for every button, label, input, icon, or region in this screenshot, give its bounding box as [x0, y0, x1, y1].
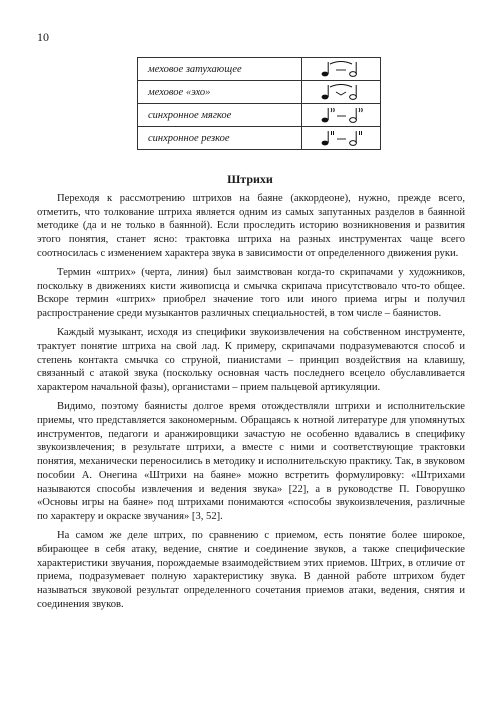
page-number: 10: [37, 30, 49, 44]
diminuendo-tie-icon: [311, 60, 371, 78]
stroke-name: синхронное мягкое: [138, 104, 302, 127]
stroke-name: меховое затухающее: [138, 58, 302, 81]
stroke-name: меховое «эхо»: [138, 81, 302, 104]
paragraph: Каждый музыкант, исходя из специфики звукоизвлечения на собственном инструменте, трактует понятие штриха на свой лад. К примеру, скрипачами подразумеваются способ и степень контакта смычка со струной, пианистами – принцип воздействия на клавишу, связанный с атакой звука (поскольку основная часть последнего всецело обуславливается характером начальной фазы), органистами – прием пальцевой артикуляции.: [37, 327, 465, 394]
sharp-accent-notes-icon: [311, 129, 371, 147]
text-body: [37, 192, 465, 617]
table-row: [138, 58, 381, 81]
table-row: [138, 104, 381, 127]
notation-cell: [302, 58, 381, 81]
soft-accent-notes-icon: [311, 106, 371, 124]
table-row: [138, 127, 381, 150]
paragraph: Термин «штрих» (черта, линия) был заимствован когда-то скрипачами у художников, поскольку в движениях кисти живописца и смычка скрипача присутствовало что-то общее. Вскоре термин «штрих» приобрел значение того или иного приема игры и получил распространение среди музыкантов различных специальностей, в том числе – баянистов.: [37, 267, 465, 320]
stroke-name: синхронное резкое: [138, 127, 302, 150]
table-row: [138, 81, 381, 104]
paragraph: Переходя к рассмотрению штрихов на баяне (аккордеоне), нужно, прежде всего, отметить, что толкование штриха является одним из самых запутанных разделов в баянной методике (да и не только в баянной). Если проследить историю возникновения и развития этого понятия, станет ясно: трактовка штриха на разных инструментах чаще всего соотносилась с изменением характера звука в зависимости от определенного движения руки.: [37, 193, 465, 259]
echo-tie-icon: [311, 83, 371, 101]
notation-cell: [302, 127, 381, 150]
notation-cell: [302, 81, 381, 104]
paragraph: Видимо, поэтому баянисты долгое время отождествляли штрихи и исполнительские приемы, что представляется закономерным. Обращаясь к нотной литературе для упомянутых инструментов, педагоги и аранжировщики зачастую не особенно вдавались в специфику звукоизвлечения; в результате штрихи, а вместе с ними и соответствующие трактовки понятия, механически переносились в методику и исполнительскую практику. Так, в звуковом пособии А. Онегина «Штрихи на баяне» можно встретить формулировку: «Штрихами называются способы извлечения и ведения звука» [22], а в руководстве П. Говорушко «Основы игры на баяне» под штрихами понимаются «способы звукоизвлечения, различные по характеру и окраске звучания» [3, 52].: [37, 401, 465, 522]
paragraph: На самом же деле штрих, по сравнению с приемом, есть понятие более широкое, вбирающее в себя атаку, ведение, снятие и соединение звуков, а также специфические характеристики звучания, порождаемые взаимодействием этих приемов. Штрих, в отличие от приема, подразумевает полную характеристику звука. В данной работе штрихом будет называться звуковой результат определенного сочетания приемов атаки, ведения, снятия и соединения звуков.: [37, 530, 465, 610]
section-title: Штрихи: [227, 172, 273, 186]
notation-cell: [302, 104, 381, 127]
stroke-table: [137, 57, 381, 150]
